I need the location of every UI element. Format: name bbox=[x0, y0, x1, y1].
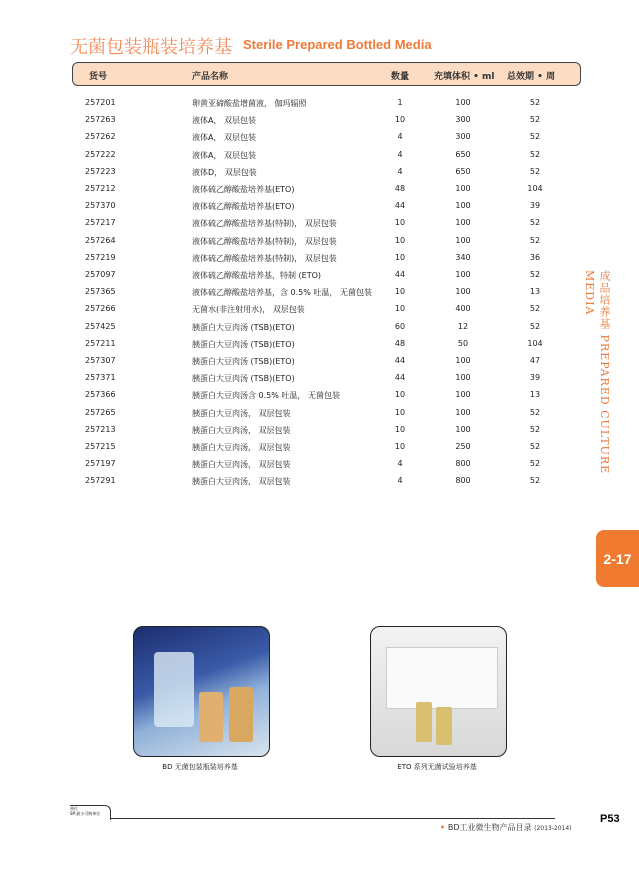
product-name: 液体硫乙醇酸盐培养基(特制)， 双层包装 bbox=[192, 219, 337, 229]
quantity: 48 bbox=[394, 184, 406, 193]
product-code: 257266 bbox=[85, 304, 116, 314]
shelf-life: 52 bbox=[529, 442, 541, 451]
product-code: 257215 bbox=[85, 442, 116, 451]
shelf-life: 13 bbox=[529, 287, 541, 297]
fill-volume: 300 bbox=[455, 115, 471, 125]
shelf-life: 104 bbox=[527, 338, 543, 348]
col-code: 货号 bbox=[89, 72, 108, 82]
shelf-life: 52 bbox=[529, 321, 541, 331]
caption-eto-media: ETO 系列无菌试验培养基 bbox=[397, 763, 477, 771]
shelf-life: 52 bbox=[529, 166, 541, 176]
table-row bbox=[0, 201, 639, 218]
shelf-life: 52 bbox=[529, 270, 541, 279]
shelf-life: 39 bbox=[529, 201, 541, 211]
product-name: 液体硫乙醇酸盐培养基(特制)， 双层包装 bbox=[192, 253, 337, 263]
product-name: 液体A， 双层包装 bbox=[192, 133, 257, 143]
product-name: 无菌水(非注射用水)， 双层包装 bbox=[192, 305, 305, 315]
product-name: 胰蛋白大豆肉汤， 双层包装 bbox=[192, 460, 291, 470]
product-code: 257219 bbox=[85, 252, 116, 262]
product-code: 257366 bbox=[85, 390, 116, 400]
fill-volume: 100 bbox=[455, 424, 471, 434]
product-code: 257211 bbox=[85, 338, 116, 348]
fill-volume: 800 bbox=[455, 459, 471, 469]
fill-volume: 100 bbox=[455, 390, 471, 400]
quantity: 10 bbox=[394, 235, 406, 245]
fill-volume: 250 bbox=[455, 442, 471, 451]
quantity: 4 bbox=[397, 459, 403, 469]
fill-volume: 12 bbox=[457, 321, 469, 331]
product-name: 液体硫乙醇酸盐培养基(ETO) bbox=[192, 202, 295, 212]
fill-volume: 300 bbox=[455, 132, 471, 142]
table-row bbox=[0, 132, 639, 149]
product-code: 257425 bbox=[85, 321, 116, 331]
table-row bbox=[0, 390, 639, 407]
table-row bbox=[0, 442, 639, 459]
product-name: 胰蛋白大豆肉汤， 双层包装 bbox=[192, 425, 291, 435]
product-code: 257097 bbox=[85, 270, 116, 279]
product-name: 胰蛋白大豆肉汤 (TSB)(ETO) bbox=[192, 357, 295, 366]
table-row bbox=[0, 287, 639, 304]
page-title-en: Sterile Prepared Bottled Media bbox=[243, 37, 432, 52]
fill-volume: 100 bbox=[455, 287, 471, 297]
photo-bottled-media bbox=[133, 626, 270, 757]
product-code: 257264 bbox=[85, 235, 116, 245]
catalog-name: BD工业微生物产品目录 bbox=[447, 823, 532, 832]
shelf-life: 39 bbox=[529, 373, 541, 383]
fill-volume: 50 bbox=[457, 338, 469, 348]
table-row bbox=[0, 322, 639, 339]
unit-label: 单位 bbox=[70, 806, 78, 811]
quantity: 10 bbox=[394, 424, 406, 434]
unit-note bbox=[70, 805, 111, 820]
quantity: 4 bbox=[397, 476, 403, 486]
table-row bbox=[0, 270, 639, 287]
shelf-life: 52 bbox=[529, 235, 541, 245]
shelf-life: 52 bbox=[529, 115, 541, 125]
table-header bbox=[72, 62, 581, 86]
product-name: 液体A， 双层包装 bbox=[192, 116, 257, 126]
table-row bbox=[0, 356, 639, 373]
table-row bbox=[0, 476, 639, 493]
product-code: 257262 bbox=[85, 132, 116, 142]
product-name: 胰蛋白大豆肉汤， 双层包装 bbox=[192, 408, 291, 418]
shelf-life: 52 bbox=[529, 149, 541, 159]
table-row bbox=[0, 150, 639, 167]
unit-note-text: SP:最小可购单位 bbox=[70, 811, 101, 816]
product-name: 液体A， 双层包装 bbox=[192, 150, 257, 160]
product-name: 液体硫乙醇酸盐培养基(ETO) bbox=[192, 185, 295, 194]
quantity: 44 bbox=[394, 201, 406, 211]
quantity: 44 bbox=[394, 270, 406, 279]
product-code: 257291 bbox=[85, 476, 116, 486]
product-code: 257222 bbox=[85, 149, 116, 159]
table-row bbox=[0, 339, 639, 356]
product-code: 257307 bbox=[85, 356, 116, 365]
product-name: 胰蛋白大豆肉汤含 0.5% 吐温， 无菌包装 bbox=[192, 391, 340, 401]
product-code: 257371 bbox=[85, 373, 116, 383]
quantity: 10 bbox=[394, 304, 406, 314]
quantity: 10 bbox=[394, 390, 406, 400]
fill-volume: 100 bbox=[455, 218, 471, 228]
shelf-life: 13 bbox=[529, 390, 541, 400]
fill-volume: 100 bbox=[455, 201, 471, 211]
quantity: 10 bbox=[394, 218, 406, 228]
product-code: 257370 bbox=[85, 201, 116, 211]
fill-volume: 100 bbox=[455, 270, 471, 279]
page-number: P53 bbox=[600, 813, 620, 825]
col-volume: 充填体积 • ml bbox=[434, 72, 495, 82]
fill-volume: 400 bbox=[455, 304, 471, 314]
quantity: 60 bbox=[394, 321, 406, 331]
product-code: 257223 bbox=[85, 166, 116, 176]
product-code: 257263 bbox=[85, 115, 116, 125]
quantity: 10 bbox=[394, 252, 406, 262]
table-row bbox=[0, 425, 639, 442]
quantity: 10 bbox=[394, 287, 406, 297]
quantity: 4 bbox=[397, 132, 403, 142]
side-label: 成品培养基 PREPARED CULTURE MEDIA bbox=[583, 270, 611, 475]
quantity: 44 bbox=[394, 373, 406, 383]
shelf-life: 52 bbox=[529, 476, 541, 486]
quantity: 48 bbox=[394, 338, 406, 348]
product-name: 胰蛋白大豆肉汤， 双层包装 bbox=[192, 477, 291, 487]
product-name: 液体硫乙醇酸盐培养基，含 0.5% 吐温， 无菌包装 bbox=[192, 288, 372, 298]
fill-volume: 650 bbox=[455, 166, 471, 176]
product-code: 257197 bbox=[85, 459, 116, 469]
page-title-cn: 无菌包装瓶装培养基 bbox=[70, 37, 232, 58]
shelf-life: 36 bbox=[529, 252, 541, 262]
table-row bbox=[0, 236, 639, 253]
fill-volume: 100 bbox=[455, 407, 471, 417]
shelf-life: 47 bbox=[529, 356, 541, 365]
photo-eto-media bbox=[370, 626, 507, 757]
quantity: 1 bbox=[397, 98, 403, 107]
footer-divider bbox=[110, 818, 555, 819]
product-code: 257365 bbox=[85, 287, 116, 297]
fill-volume: 100 bbox=[455, 373, 471, 383]
quantity: 10 bbox=[394, 115, 406, 125]
fill-volume: 100 bbox=[455, 98, 471, 107]
product-name: 胰蛋白大豆肉汤 (TSB)(ETO) bbox=[192, 374, 295, 384]
fill-volume: 800 bbox=[455, 476, 471, 486]
shelf-life: 52 bbox=[529, 98, 541, 107]
table-row bbox=[0, 408, 639, 425]
fill-volume: 650 bbox=[455, 149, 471, 159]
shelf-life: 104 bbox=[527, 184, 543, 193]
shelf-life: 52 bbox=[529, 424, 541, 434]
shelf-life: 52 bbox=[529, 132, 541, 142]
fill-volume: 100 bbox=[455, 235, 471, 245]
product-name: 胰蛋白大豆肉汤， 双层包装 bbox=[192, 443, 291, 452]
product-name: 液体硫乙醇酸盐培养基(特制)， 双层包装 bbox=[192, 236, 337, 246]
quantity: 44 bbox=[394, 356, 406, 365]
section-tab: 2-17 bbox=[596, 530, 639, 587]
table-row bbox=[0, 115, 639, 132]
table-row bbox=[0, 459, 639, 476]
footer-catalog: • BD工业微生物产品目录 (2013-2014) bbox=[440, 823, 572, 832]
quantity: 10 bbox=[394, 442, 406, 451]
quantity: 4 bbox=[397, 166, 403, 176]
shelf-life: 52 bbox=[529, 407, 541, 417]
product-code: 257201 bbox=[85, 98, 116, 107]
col-qty: 数量 bbox=[391, 72, 410, 82]
fill-volume: 100 bbox=[455, 356, 471, 365]
product-code: 257213 bbox=[85, 424, 116, 434]
table-row bbox=[0, 167, 639, 184]
col-shelf: 总效期 • 周 bbox=[507, 72, 556, 82]
product-name: 液体硫乙醇酸盐培养基，特制 (ETO) bbox=[192, 271, 322, 280]
shelf-life: 52 bbox=[529, 304, 541, 314]
product-name: 液体D， 双层包装 bbox=[192, 167, 257, 177]
caption-bottled-media: BD 无菌包装瓶装培养基 bbox=[162, 763, 238, 771]
table-row bbox=[0, 184, 639, 201]
product-code: 257212 bbox=[85, 184, 116, 193]
fill-volume: 100 bbox=[455, 184, 471, 193]
product-code: 257217 bbox=[85, 218, 116, 228]
fill-volume: 340 bbox=[455, 252, 471, 262]
product-name: 卵黄亚碲酸盐增菌液， 伽玛辐照 bbox=[192, 99, 307, 108]
table-row bbox=[0, 253, 639, 270]
table-row bbox=[0, 304, 639, 321]
product-name: 胰蛋白大豆肉汤 (TSB)(ETO) bbox=[192, 339, 295, 349]
catalog-years: (2013-2014) bbox=[534, 825, 572, 832]
quantity: 4 bbox=[397, 149, 403, 159]
shelf-life: 52 bbox=[529, 218, 541, 228]
product-name: 胰蛋白大豆肉汤 (TSB)(ETO) bbox=[192, 322, 295, 332]
product-code: 257265 bbox=[85, 407, 116, 417]
col-name: 产品名称 bbox=[192, 72, 229, 82]
table-row bbox=[0, 218, 639, 235]
table-row bbox=[0, 98, 639, 115]
table-row bbox=[0, 373, 639, 390]
shelf-life: 52 bbox=[529, 459, 541, 469]
quantity: 10 bbox=[394, 407, 406, 417]
